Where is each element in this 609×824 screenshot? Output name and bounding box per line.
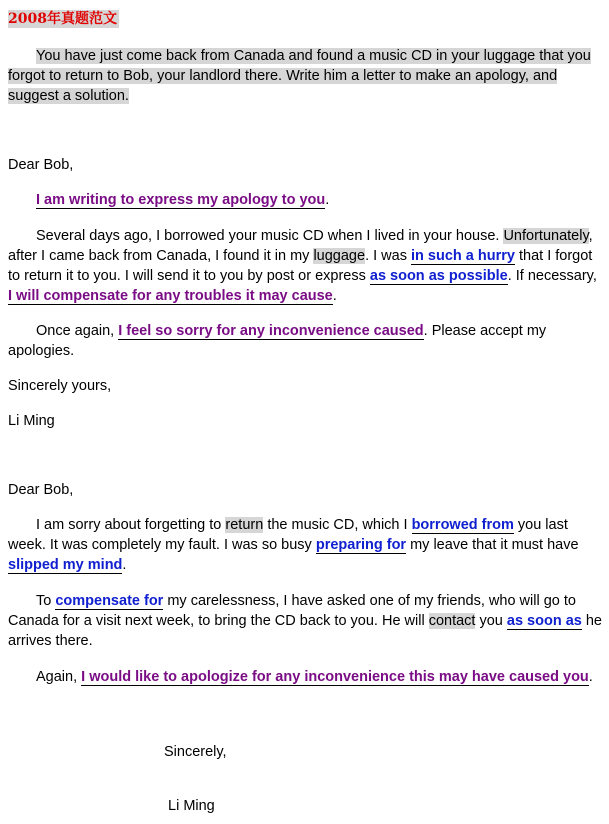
letter1-signature <box>8 411 602 431</box>
greeting: Dear Bob, <box>8 482 74 498</box>
letter1-paragraph-3: Once again, I feel so sorry for any inconvenience caused. Please accept my apologies. <box>8 323 547 359</box>
phrase-link[interactable]: as soon as possible <box>369 268 508 284</box>
closing: Sincerely yours, <box>8 378 112 394</box>
signature: Li Ming <box>168 798 215 814</box>
highlighted-word: Unfortunately <box>503 228 589 244</box>
phrase-link[interactable]: I am writing to express my apology to you <box>36 192 326 208</box>
highlighted-word: contact <box>428 613 476 629</box>
letter2-greeting <box>8 480 602 500</box>
letter1-paragraph-1: I am writing to express my apology to you. <box>36 192 330 208</box>
phrase-link[interactable]: I will compensate for any troubles it may cause <box>8 288 333 304</box>
letter2-paragraph-3: Again, I would like to apologize for any inconvenience this may have caused you. <box>36 669 593 685</box>
phrase-link[interactable]: borrowed from <box>411 517 514 533</box>
letter1-paragraph-2: Several days ago, I borrowed your music CD when I lived in your house. Unfortunately, after I came back from Canada, I found it in my luggage. I was in such a hurry that I forgot to return it to you. I will send it to you by post or express as soon as possible. If necessary, I will compensate for any troubles it may cause. <box>8 228 597 304</box>
greeting: Dear Bob, <box>8 157 74 173</box>
phrase-link[interactable]: slipped my mind <box>8 557 123 573</box>
letter1-closing <box>8 376 602 396</box>
phrase-link[interactable]: I would like to apologize for any inconvenience this may have caused you <box>81 669 589 685</box>
prompt-text: You have just come back from Canada and found a music CD in your luggage that you forgot to return to Bob, your landlord there. Write him a letter to make an apology, and suggest a solution. <box>8 48 591 104</box>
letter2-signature <box>168 796 368 816</box>
phrase-link[interactable]: in such a hurry <box>411 248 515 264</box>
phrase-link[interactable]: preparing for <box>315 537 407 553</box>
letter2-paragraph-2: To compensate for my carelessness, I have asked one of my friends, who will go to Canada for a visit next week, to bring the CD back to you. He will contact you as soon as he arrives there. <box>8 593 603 649</box>
letter2-closing <box>164 742 364 762</box>
highlighted-word: luggage <box>313 248 366 264</box>
highlighted-word: return <box>225 517 264 533</box>
letter2-paragraph-1: I am sorry about forgetting to return the music CD, which I borrowed from you last week. It was completely my fault. I was so busy preparing for my leave that it must have slipped my mind. <box>8 517 579 573</box>
closing: Sincerely, <box>164 744 227 760</box>
phrase-link[interactable]: compensate for <box>55 593 164 609</box>
phrase-link[interactable]: as soon as <box>506 613 582 629</box>
signature: Li Ming <box>8 413 55 429</box>
page-title: 2008年真题范文 <box>8 11 117 27</box>
prompt-block <box>8 46 602 106</box>
phrase-link[interactable]: I feel so sorry for any inconvenience caused <box>118 323 424 339</box>
letter1-greeting <box>8 155 602 175</box>
